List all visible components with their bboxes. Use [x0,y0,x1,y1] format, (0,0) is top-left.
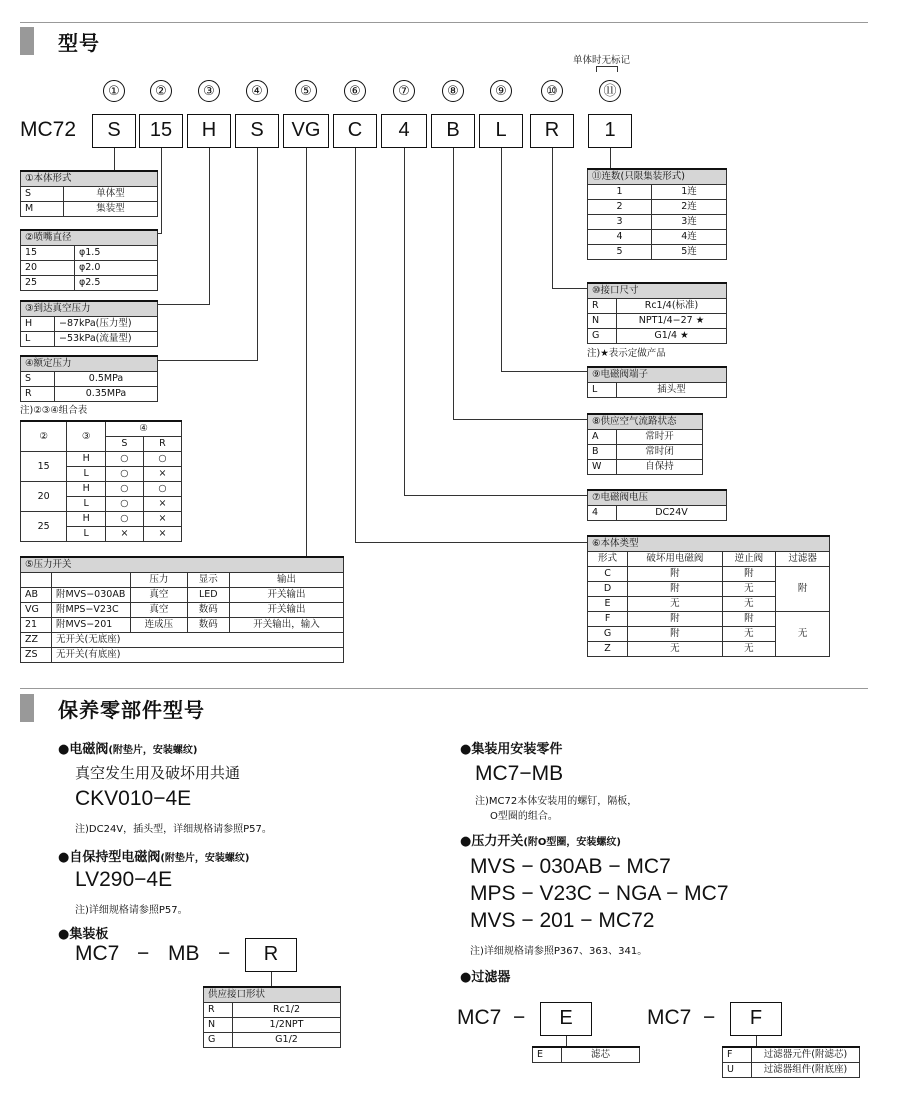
model-code-box: VG [283,114,329,148]
model-code-box: 1 [588,114,632,148]
bullet-latching-valve: ●自保持型电磁阀(附垫片，安装螺纹) [58,850,250,865]
table-pressure: ④额定压力 S 0.5MPa R 0.35MPa [20,355,158,402]
table-flow-state: ⑧供应空气流路状态 A 常时开 B 常时闭 W 自保持 [587,413,703,475]
model-code-box: H [187,114,231,148]
model-code-box: C [333,114,377,148]
table-body-form: ①本体形式 S 单体型 M 集装型 [20,170,158,217]
position-circle: ⑨ [490,80,512,102]
position-circle: ⑤ [295,80,317,102]
table-title: ②喷嘴直径 [21,230,158,246]
bullet-manifold-parts: ●集装用安装零件 [460,742,563,757]
section-title-model: 型号 [58,31,100,55]
table-filter-e: E 滤芯 [532,1046,640,1063]
solenoid-model: CKV010−4E [75,787,192,810]
table-title: ③到达真空压力 [21,301,158,317]
latching-model: LV290−4E [75,868,173,891]
table-title: ①本体形式 [21,171,158,187]
position-circle: ⑦ [393,80,415,102]
filter-e-prefix: MC7 [457,1006,502,1029]
table-vacuum: ③到达真空压力 H −87kPa(压力型) L −53kPa(流量型) [20,300,158,347]
position-circle: ③ [198,80,220,102]
table-pressure-switch: ⑤压力开关 压力 显示 输出 AB 附MVS−030AB 真空 LED 开关输出 VG 附MPS−V23C 真空 数码 开关输出 21 附MVS−201 连成压 数码 开关输出，输入 ZZ 无开关(无底座) ZS 无开关(有底座) [20,556,344,663]
manifold-parts-note2: O型圈的组合。 [490,811,558,822]
solenoid-note: 注)DC24V，插头型，详细规格请参照P57。 [75,824,272,835]
combo-note: 注)②③④组合表 [20,405,88,416]
table-title: ⑤压力开关 [21,557,344,573]
model-code-box: 15 [139,114,183,148]
top-rule [20,22,868,23]
model-code-box: R [530,114,574,148]
port-note: 注)★表示定做产品 [587,348,666,359]
dash: − [137,942,150,965]
filter-f-prefix: MC7 [647,1006,692,1029]
position-circle: ⑧ [442,80,464,102]
switch-model-3: MVS − 201 − MC72 [470,909,655,932]
table-title: ⑪连数(只限集装形式) [588,169,727,185]
position-circle: ④ [246,80,268,102]
latching-note: 注)详细规格请参照P57。 [75,905,188,916]
model-code-box: B [431,114,475,148]
bullet-solenoid-valve: ●电磁阀(附垫片，安装螺纹) [58,742,198,757]
table-nozzle: ②喷嘴直径 15 φ1.5 20 φ2.0 25 φ2.5 [20,229,158,291]
filter-e-box: E [540,1002,592,1036]
manifold-port-box: R [245,938,297,972]
position-circle: ⑥ [344,80,366,102]
no-mark-note: 单体时无标记 [573,55,631,66]
model-prefix: MC72 [20,118,77,141]
manifold-prefix: MC7 [75,942,120,965]
table-title: ⑥本体类型 [588,536,830,552]
switch-model-2: MPS − V23C − NGA − MC7 [470,882,729,905]
dash: − [513,1006,526,1029]
manifold-parts-note1: 注)MC72本体安装用的螺钉，隔板， [475,796,638,807]
table-title: ⑩接口尺寸 [588,283,727,299]
table-body-type: ⑥本体类型 形式 破坏用电磁阀 逆止阀 过滤器 C 附 附 附 D 附 无 E 无 无 F 附 附 无 G 附 无 Z 无 无 [587,535,830,657]
model-code-box: S [92,114,136,148]
table-station-count: ⑪连数(只限集装形式) 1 1连 2 2连 3 3连 4 4连 5 5连 [587,168,727,260]
model-code-box: L [479,114,523,148]
section-marker [20,694,34,722]
position-circle: ⑩ [541,80,563,102]
manifold-mb: MB [168,942,200,965]
mid-rule [20,688,868,689]
solenoid-desc: 真空发生用及破坏用共通 [75,764,241,782]
switch-model-1: MVS − 030AB − MC7 [470,855,671,878]
table-title: ④额定压力 [21,356,158,372]
position-circle: ⑪ [599,80,621,102]
table-title: ⑦电磁阀电压 [588,490,727,506]
table-combination: ② ③ ④ S R 15 H ○ ○ L ○ × 20 H ○ ○ L ○ × 25 H ○ × L × × [20,420,182,542]
table-title: ⑧供应空气流路状态 [588,414,703,430]
section-title-parts: 保养零部件型号 [58,698,205,722]
dash: − [703,1006,716,1029]
bullet-manifold-plate: ●集装板 [58,927,109,942]
manifold-parts-model: MC7−MB [475,762,564,785]
table-valve-terminal: ⑨电磁阀端子 L 插头型 [587,366,727,398]
bullet-pressure-switch: ●压力开关(附O型圈，安装螺纹) [460,834,621,849]
table-title: ⑨电磁阀端子 [588,367,727,383]
position-circle: ① [103,80,125,102]
table-title: 供应接口形状 [204,987,341,1003]
section-marker [20,27,34,55]
switch-note: 注)详细规格请参照P367、363、341。 [470,946,648,957]
model-code-box: 4 [381,114,427,148]
filter-f-box: F [730,1002,782,1036]
model-code-box: S [235,114,279,148]
table-supply-port: 供应接口形状 R Rc1/2 N 1/2NPT G G1/2 [203,986,341,1048]
table-port-size: ⑩接口尺寸 R Rc1/4(标准) N NPT1/4−27 ★ G G1/4 ★ [587,282,727,344]
table-valve-voltage: ⑦电磁阀电压 4 DC24V [587,489,727,521]
dash: − [218,942,231,965]
position-circle: ② [150,80,172,102]
table-filter-f: F 过滤器元件(附滤芯) U 过滤器组件(附底座) [722,1046,860,1078]
bullet-filter: ●过滤器 [460,970,511,985]
